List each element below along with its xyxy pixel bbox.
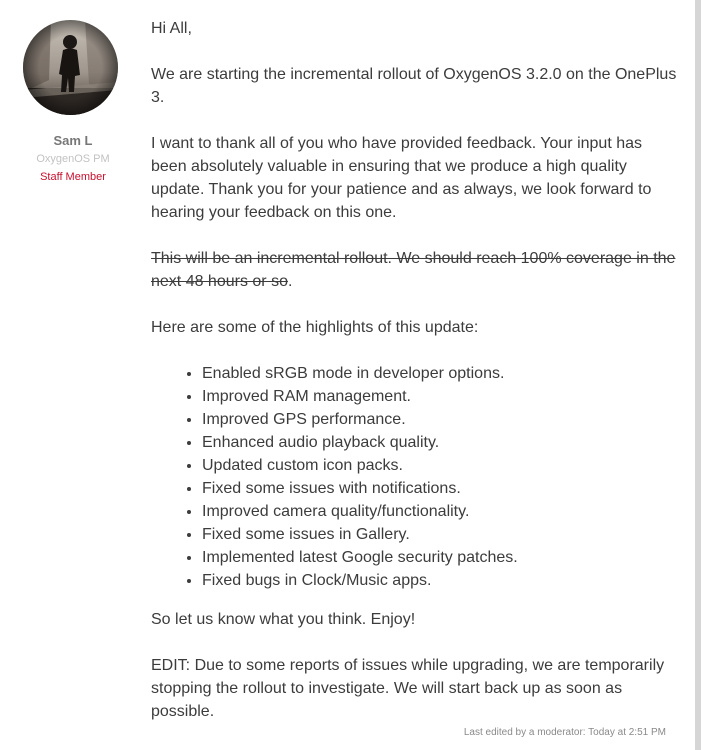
highlight-item: • Fixed some issues with notifications. xyxy=(202,477,681,500)
highlights-intro: Here are some of the highlights of this update: xyxy=(151,319,479,336)
highlight-item: • Improved RAM management. xyxy=(202,385,681,408)
highlight-item: • Improved GPS performance. xyxy=(202,408,681,431)
post-thanks: I want to thank all of you who have provided feedback. Your input has been absolutely valuable in ensuring that we produce a high quality update. Thank you for your patience and as always, we look forward to hearing your feedback on this one. xyxy=(151,135,652,221)
highlight-item: • Fixed bugs in Clock/Music apps. xyxy=(202,569,681,592)
post-struck-paragraph xyxy=(151,247,681,293)
highlight-item: • Updated custom icon packs. xyxy=(202,454,681,477)
author-title: OxygenOS PM xyxy=(36,153,110,165)
struck-suffix: . xyxy=(287,273,293,290)
highlight-item: • Improved camera quality/functionality. xyxy=(202,500,681,523)
avatar-photo-icon xyxy=(23,20,118,115)
post-message xyxy=(151,17,681,723)
scrollbar-track[interactable] xyxy=(695,0,701,750)
post-intro: We are starting the incremental rollout of OxygenOS 3.2.0 on the OnePlus 3. xyxy=(151,66,677,106)
highlight-item: • Implemented latest Google security patches. xyxy=(202,546,681,569)
highlight-item: • Enhanced audio playback quality. xyxy=(202,431,681,454)
staff-member-badge: Staff Member xyxy=(40,171,106,183)
post-edit-notice: EDIT: Due to some reports of issues while upgrading, we are temporarily stopping the rollout to investigate. We will start back up as soon as possible. xyxy=(151,657,665,720)
last-edited-note: Last edited by a moderator: Today at 2:51 PM xyxy=(463,727,666,738)
author-name-link[interactable]: Sam L xyxy=(53,133,93,148)
author-avatar[interactable] xyxy=(23,20,118,115)
highlight-item: • Enabled sRGB mode in developer options. xyxy=(202,362,681,385)
scrollbar-thumb[interactable] xyxy=(695,0,701,750)
struck-text: This will be an incremental rollout. We should reach 100% coverage in the next 48 hours or so xyxy=(151,250,676,290)
highlights-list xyxy=(151,362,681,592)
post-greeting: Hi All, xyxy=(151,20,192,37)
post-closing: So let us know what you think. Enjoy! xyxy=(151,611,416,628)
author-panel xyxy=(0,0,140,750)
highlight-item: • Fixed some issues in Gallery. xyxy=(202,523,681,546)
